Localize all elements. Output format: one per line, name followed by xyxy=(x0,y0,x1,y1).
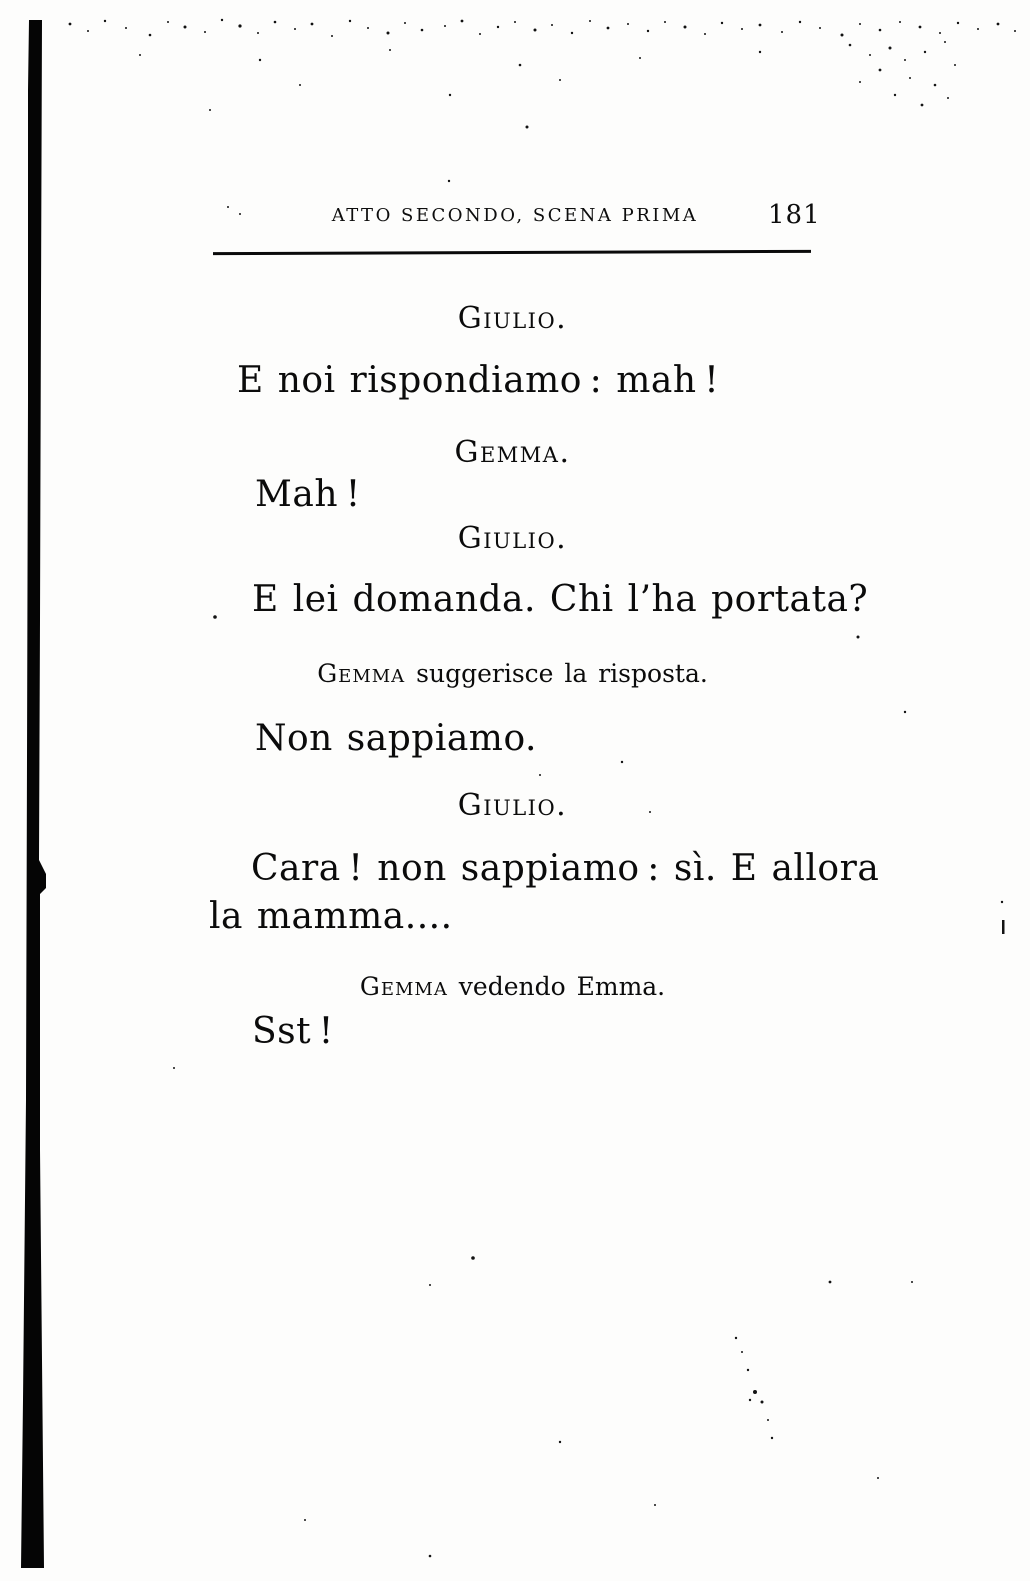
stage-direction xyxy=(210,974,815,999)
stage-direction-text: vedendo Emma. xyxy=(447,972,666,1001)
dialogue-line: Sst ! xyxy=(252,1011,334,1052)
speaker-name: Gemma. xyxy=(454,435,571,470)
speaker-name: Giulio. xyxy=(457,788,568,823)
stage-direction xyxy=(210,661,815,686)
page-number: 181 xyxy=(768,200,821,230)
dialogue-line-continuation: la mamma.... xyxy=(209,896,453,937)
dialogue-line: E lei domanda. Chi l’ha portata? xyxy=(252,579,869,620)
stage-direction-text: suggerisce la risposta. xyxy=(405,659,708,688)
dialogue-line: Non sappiamo. xyxy=(255,718,537,759)
stage-speaker-name: Gemma xyxy=(317,659,406,688)
binding-bar xyxy=(21,20,46,1568)
header-rule xyxy=(213,250,811,255)
speaker-name: Giulio. xyxy=(457,301,568,336)
dialogue-line: Cara ! non sappiamo : sì. E allora xyxy=(251,848,880,889)
stage-speaker-name: Gemma xyxy=(359,972,448,1001)
running-header-title: ATTO SECONDO, SCENA PRIMA xyxy=(331,205,699,226)
speaker-name: Giulio. xyxy=(457,521,568,556)
dialogue-line: Mah ! xyxy=(255,474,361,515)
dialogue-line: E noi rispondiamo : mah ! xyxy=(237,360,720,401)
